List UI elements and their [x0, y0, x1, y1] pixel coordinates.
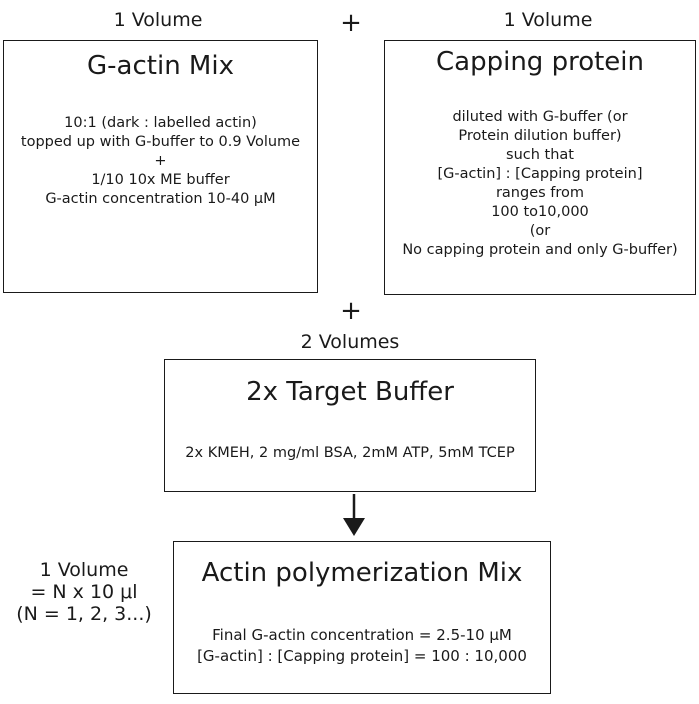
target-buffer-volume-label: 2 Volumes [300, 331, 400, 353]
polymerization-mix-box [173, 541, 551, 694]
capping-protein-title: Capping protein [436, 47, 644, 77]
g-actin-mix-line: + [154, 153, 167, 169]
capping-protein-line: No capping protein and only G-buffer) [402, 242, 678, 258]
plus-sign-middle: + [340, 296, 362, 326]
target-buffer-box [164, 359, 536, 492]
volume-side-note-line: (N = 1, 2, 3...) [16, 603, 152, 625]
polymerization-mix-line: Final G-actin concentration = 2.5-10 μM [212, 626, 512, 644]
plus-sign-top: + [340, 8, 362, 38]
capping-protein-box [384, 40, 696, 295]
g-actin-mix-line: topped up with G-buffer to 0.9 Volume [20, 134, 301, 150]
volume-side-note-line: 1 Volume [39, 559, 129, 581]
capping-protein-volume-label: 1 Volume [503, 9, 593, 31]
capping-protein-line: diluted with G-buffer (or [452, 109, 628, 125]
g-actin-volume-label: 1 Volume [113, 9, 203, 31]
g-actin-mix-description [4, 114, 317, 209]
capping-protein-line: ranges from [495, 185, 585, 201]
g-actin-mix-line: 1/10 10x ME buffer [91, 172, 230, 188]
down-arrow-icon [340, 492, 368, 538]
g-actin-mix-line: G-actin concentration 10-40 μM [45, 191, 276, 207]
capping-protein-line: [G-actin] : [Capping protein] [437, 166, 643, 182]
polymerization-mix-line: [G-actin] : [Capping protein] = 100 : 10,000 [197, 647, 527, 665]
volume-side-note [14, 559, 154, 625]
capping-protein-line: 100 to10,000 [491, 204, 589, 220]
g-actin-mix-title: G-actin Mix [87, 51, 234, 81]
volume-side-note-line: = N x 10 μl [30, 581, 138, 603]
capping-protein-line: such that [506, 147, 574, 163]
target-buffer-title: 2x Target Buffer [246, 377, 454, 407]
target-buffer-description: 2x KMEH, 2 mg/ml BSA, 2mM ATP, 5mM TCEP [185, 445, 515, 461]
polymerization-mix-title: Actin polymerization Mix [201, 558, 523, 588]
capping-protein-line: (or [529, 223, 551, 239]
g-actin-mix-line: 10:1 (dark : labelled actin) [64, 115, 257, 131]
capping-protein-line: Protein dilution buffer) [458, 128, 622, 144]
g-actin-mix-box [3, 40, 318, 293]
capping-protein-description [385, 108, 695, 260]
polymerization-mix-description [174, 625, 550, 667]
